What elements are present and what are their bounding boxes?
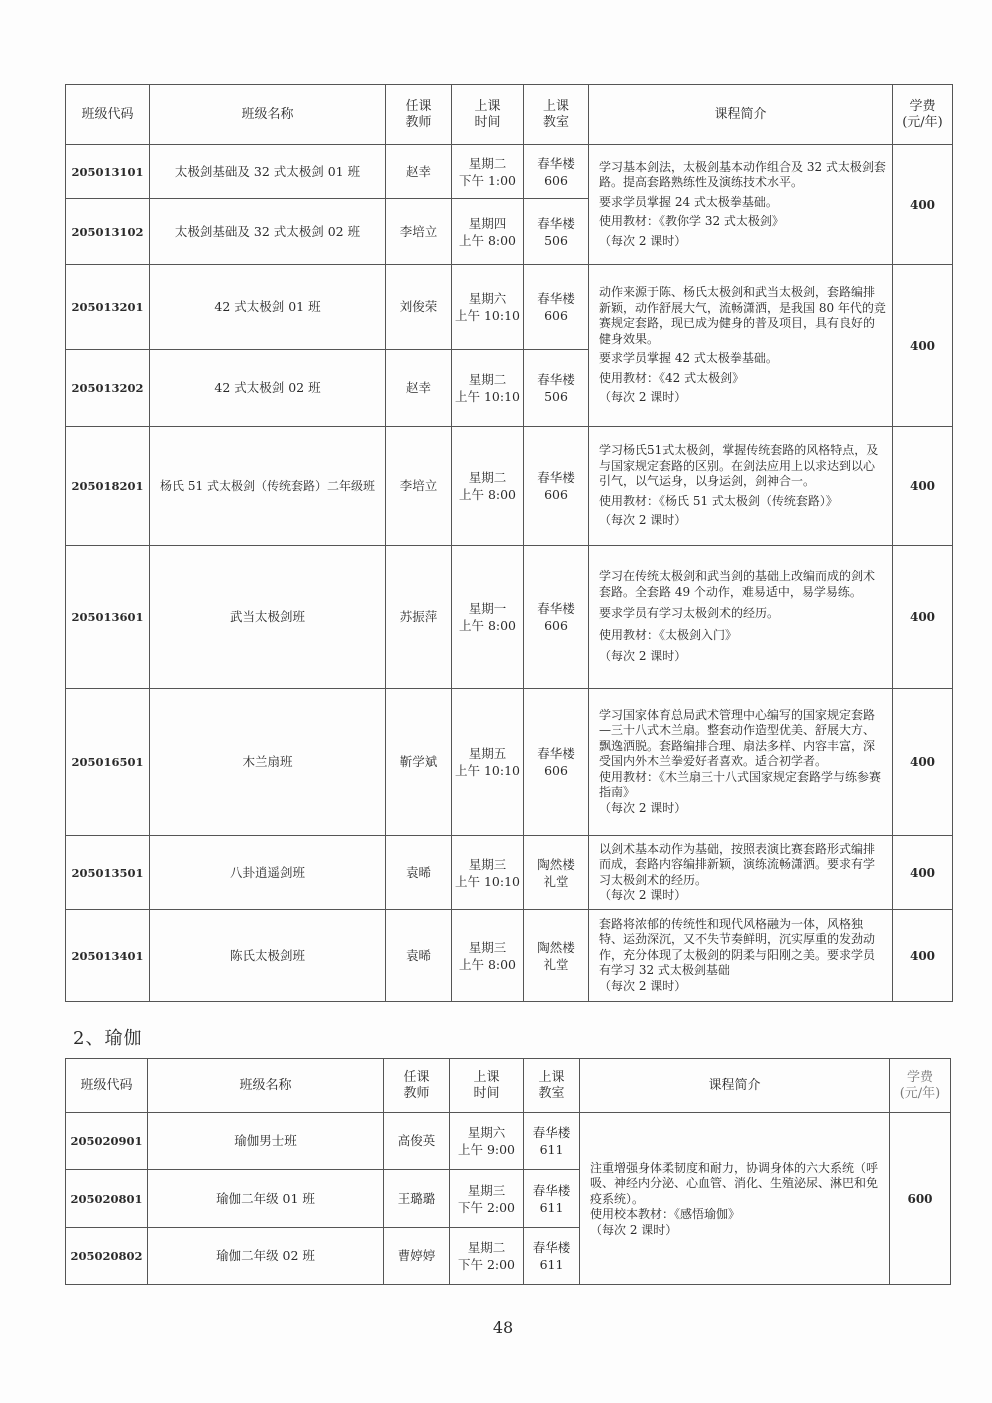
header-teacher: 任课 教师 [384,1059,450,1113]
class-code: 205013201 [66,265,150,350]
tuition-fee: 400 [893,265,953,427]
header-room: 上课 教室 [524,85,589,145]
teacher: 靳学斌 [386,689,452,836]
header-room: 上课 教室 [524,1059,580,1113]
class-code: 205013601 [66,546,150,689]
header-time: 上课 时间 [452,85,524,145]
header-class-code: 班级代码 [66,85,150,145]
class-time: 星期三 下午 2:00 [450,1170,524,1228]
teacher: 李培立 [386,199,452,265]
class-time: 星期五 上午 10:10 [452,689,524,836]
tuition-fee: 400 [893,427,953,546]
class-time: 星期一 上午 8:00 [452,546,524,689]
yoga-table [65,1058,951,1285]
page-number: 48 [492,1318,514,1337]
header-class-name: 班级名称 [148,1059,384,1113]
class-name: 八卦逍遥剑班 [150,836,386,910]
course-intro: 学习杨氏51式太极剑，掌握传统套路的风格特点，及与国家规定套路的区别。在剑法应用上以求达到以心引气，以气运身，以身运剑，剑神合一。 使用教材：《杨氏 51 式太极剑（传统套路）》 （每次 2 课时） [589,427,893,546]
tuition-fee: 400 [893,910,953,1002]
class-time: 星期三 上午 8:00 [452,910,524,1002]
class-code: 205016501 [66,689,150,836]
classroom: 春华楼 611 [524,1113,580,1170]
header-fee: 学费 (元/年) [890,1059,951,1113]
class-name: 瑜伽二年级 02 班 [148,1228,384,1285]
class-name: 武当太极剑班 [150,546,386,689]
tuition-fee: 400 [893,546,953,689]
course-intro: 学习基本剑法，太极剑基本动作组合及 32 式太极剑套路。提高套路熟练性及演练技术水平。 要求学员掌握 24 式太极拳基础。 使用教材：《教你学 32 式太极剑》 （每次 2 课时） [589,145,893,265]
teacher: 李培立 [386,427,452,546]
class-name: 瑜伽男士班 [148,1113,384,1170]
table-row [66,1113,951,1170]
classroom: 春华楼 606 [524,265,589,350]
tuition-fee: 600 [890,1113,951,1285]
class-code: 205013401 [66,910,150,1002]
classroom: 春华楼 506 [524,350,589,427]
header-intro: 课程简介 [589,85,893,145]
class-code: 205018201 [66,427,150,546]
course-intro: 学习在传统太极剑和武当剑的基础上改编而成的剑术套路。全套路 49 个动作，难易适中，易学易练。 要求学员有学习太极剑术的经历。 使用教材：《太极剑入门》 （每次 2 课时） [589,546,893,689]
tuition-fee: 400 [893,145,953,265]
classroom: 春华楼 606 [524,546,589,689]
header-class-name: 班级名称 [150,85,386,145]
table-row [66,145,953,199]
teacher: 赵幸 [386,145,452,199]
course-intro: 学习国家体育总局武术管理中心编写的国家规定套路—三十八式木兰扇。整套动作造型优美、舒展大方、飘逸洒脱。套路编排合理、扇法多样、内容丰富，深受国内外木兰拳爱好者喜欢。适合初学者。 使用教材：《木兰扇三十八式国家规定套路学与练参赛指南》 （每次 2 课时） [589,689,893,836]
class-code: 205020802 [66,1228,148,1285]
section-title-yoga: 2、瑜伽 [73,1028,143,1049]
class-code: 205013202 [66,350,150,427]
course-intro: 以剑术基本动作为基础，按照表演比赛套路形式编排而成，套路内容编排新颖，演练流畅潇洒。要求有学习太极剑术的经历。 （每次 2 课时） [589,836,893,910]
classroom: 春华楼 611 [524,1170,580,1228]
header-time: 上课 时间 [450,1059,524,1113]
class-name: 瑜伽二年级 01 班 [148,1170,384,1228]
class-time: 星期三 上午 10:10 [452,836,524,910]
class-code: 205013101 [66,145,150,199]
class-name: 杨氏 51 式太极剑（传统套路）二年级班 [150,427,386,546]
header-fee: 学费 (元/年) [893,85,953,145]
course-intro: 套路将浓郁的传统性和现代风格融为一体，风格独特、运劲深沉，又不失节奏鲜明，沉实厚重的发劲动作，充分体现了太极剑的阴柔与阳刚之美。要求学员有学习 32 式太极剑基础 （每次 2 课时） [589,910,893,1002]
table-row [66,910,953,1002]
class-code: 205013102 [66,199,150,265]
class-time: 星期二 下午 2:00 [450,1228,524,1285]
taiji-sword-table [65,84,953,1002]
class-time: 星期六 上午 9:00 [450,1113,524,1170]
table-header-row [66,85,953,145]
classroom: 春华楼 606 [524,689,589,836]
classroom: 陶然楼 礼堂 [524,910,589,1002]
class-name: 陈氏太极剑班 [150,910,386,1002]
table-row [66,836,953,910]
class-time: 星期二 下午 1:00 [452,145,524,199]
class-name: 太极剑基础及 32 式太极剑 01 班 [150,145,386,199]
class-code: 205020901 [66,1113,148,1170]
tuition-fee: 400 [893,689,953,836]
header-teacher: 任课 教师 [386,85,452,145]
table-header-row [66,1059,951,1113]
teacher: 袁晞 [386,910,452,1002]
class-name: 木兰扇班 [150,689,386,836]
class-time: 星期二 上午 10:10 [452,350,524,427]
classroom: 春华楼 506 [524,199,589,265]
course-intro: 注重增强身体柔韧度和耐力，协调身体的六大系统（呼吸、神经内分泌、心血管、消化、生殖泌尿、淋巴和免疫系统）。 使用校本教材：《感悟瑜伽》 （每次 2 课时） [580,1113,890,1285]
teacher: 苏振萍 [386,546,452,689]
class-time: 星期四 上午 8:00 [452,199,524,265]
class-name: 太极剑基础及 32 式太极剑 02 班 [150,199,386,265]
classroom: 春华楼 611 [524,1228,580,1285]
header-class-code: 班级代码 [66,1059,148,1113]
classroom: 春华楼 606 [524,427,589,546]
class-time: 星期二 上午 8:00 [452,427,524,546]
header-intro: 课程简介 [580,1059,890,1113]
table-row [66,265,953,350]
teacher: 刘俊荣 [386,265,452,350]
teacher: 曹婷婷 [384,1228,450,1285]
table-row [66,689,953,836]
table-row [66,427,953,546]
classroom: 陶然楼 礼堂 [524,836,589,910]
class-code: 205013501 [66,836,150,910]
class-name: 42 式太极剑 02 班 [150,350,386,427]
table-row [66,546,953,689]
teacher: 袁晞 [386,836,452,910]
classroom: 春华楼 606 [524,145,589,199]
tuition-fee: 400 [893,836,953,910]
teacher: 赵幸 [386,350,452,427]
class-time: 星期六 上午 10:10 [452,265,524,350]
teacher: 王璐璐 [384,1170,450,1228]
teacher: 高俊英 [384,1113,450,1170]
course-intro: 动作来源于陈、杨氏太极剑和武当太极剑，套路编排新颖，动作舒展大气，流畅潇洒，是我国 80 年代的竞赛规定套路，现已成为健身的普及项目，具有良好的健身效果。 要求学员掌握 42 式太极拳基础。 使用教材：《42 式太极剑》 （每次 2 课时） [589,265,893,427]
class-name: 42 式太极剑 01 班 [150,265,386,350]
class-code: 205020801 [66,1170,148,1228]
